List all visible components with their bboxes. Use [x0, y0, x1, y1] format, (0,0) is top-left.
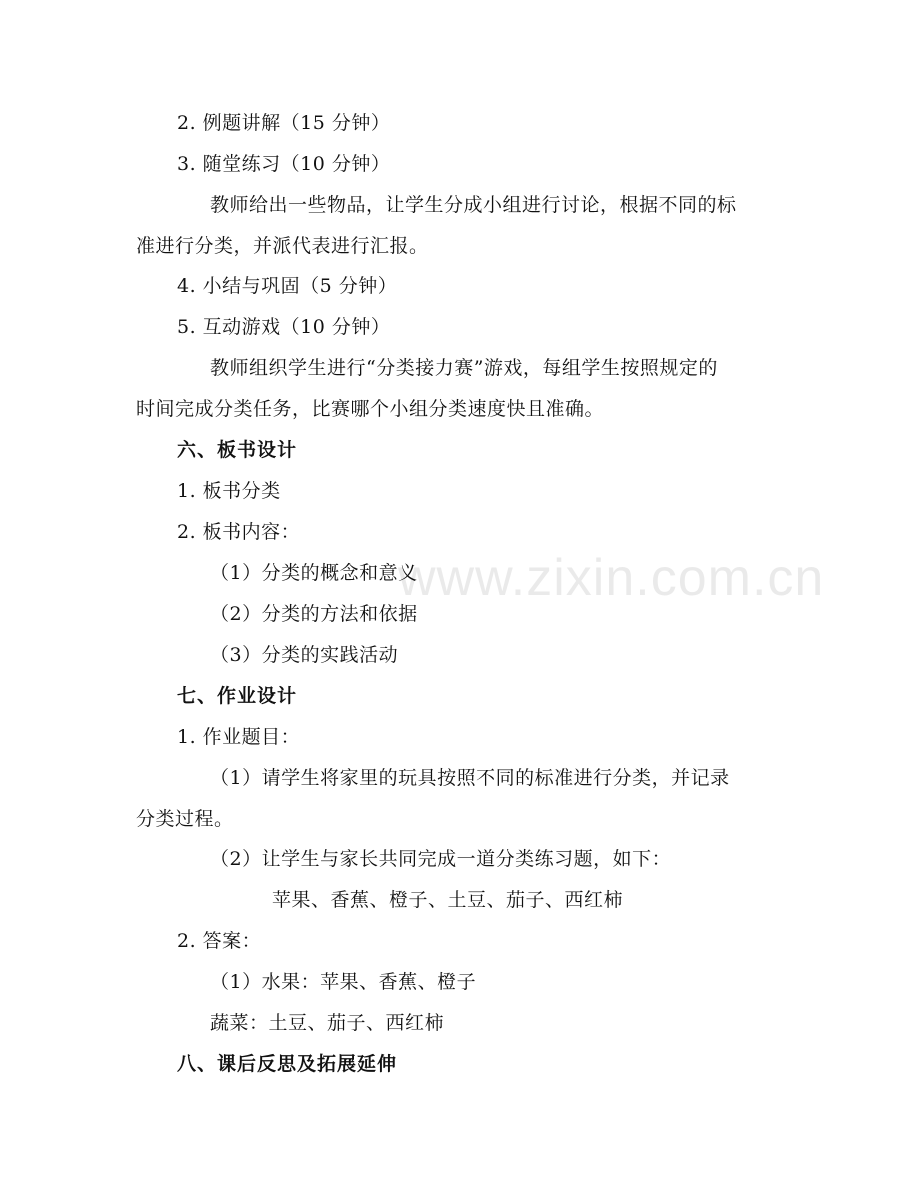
section-heading-reflection: 八、课后反思及拓展延伸	[177, 1053, 398, 1075]
paragraph-line: 分类过程。	[136, 808, 234, 830]
paragraph-line: 时间完成分类任务，比赛哪个小组分类速度快且准确。	[136, 398, 605, 420]
sub-list-item: （2）分类的方法和依据	[210, 603, 418, 625]
list-item-summary: 4. 小结与巩固（5 分钟）	[177, 275, 398, 297]
answer-line: （1）水果：苹果、香蕉、橙子	[210, 971, 477, 993]
sub-list-item: （3）分类的实践活动	[210, 644, 399, 666]
list-item: 2. 板书内容：	[177, 521, 301, 543]
list-item: 1. 板书分类	[177, 480, 281, 502]
paragraph-line: 准进行分类，并派代表进行汇报。	[136, 235, 429, 257]
watermark-text: www.zixin.com.cn	[398, 549, 825, 607]
exercise-items: 苹果、香蕉、橙子、土豆、茄子、西红柿	[272, 889, 624, 911]
sub-list-item: （1）请学生将家里的玩具按照不同的标准进行分类，并记录	[210, 767, 730, 789]
list-item-class-practice: 3. 随堂练习（10 分钟）	[177, 153, 391, 175]
list-item: 1. 作业题目：	[177, 726, 301, 748]
answer-line: 蔬菜：土豆、茄子、西红柿	[210, 1012, 445, 1034]
paragraph-line: 教师给出一些物品，让学生分成小组进行讨论，根据不同的标	[210, 194, 737, 216]
list-item-example-explanation: 2. 例题讲解（15 分钟）	[177, 112, 391, 134]
section-heading-blackboard-design: 六、板书设计	[177, 439, 298, 461]
list-item: 2. 答案：	[177, 930, 262, 952]
paragraph-line: 教师组织学生进行“分类接力赛”游戏，每组学生按照规定的	[210, 357, 718, 379]
sub-list-item: （2）让学生与家长共同完成一道分类练习题，如下：	[210, 848, 672, 870]
list-item-interactive-game: 5. 互动游戏（10 分钟）	[177, 316, 391, 338]
sub-list-item: （1）分类的概念和意义	[210, 562, 418, 584]
section-heading-homework-design: 七、作业设计	[177, 685, 298, 707]
